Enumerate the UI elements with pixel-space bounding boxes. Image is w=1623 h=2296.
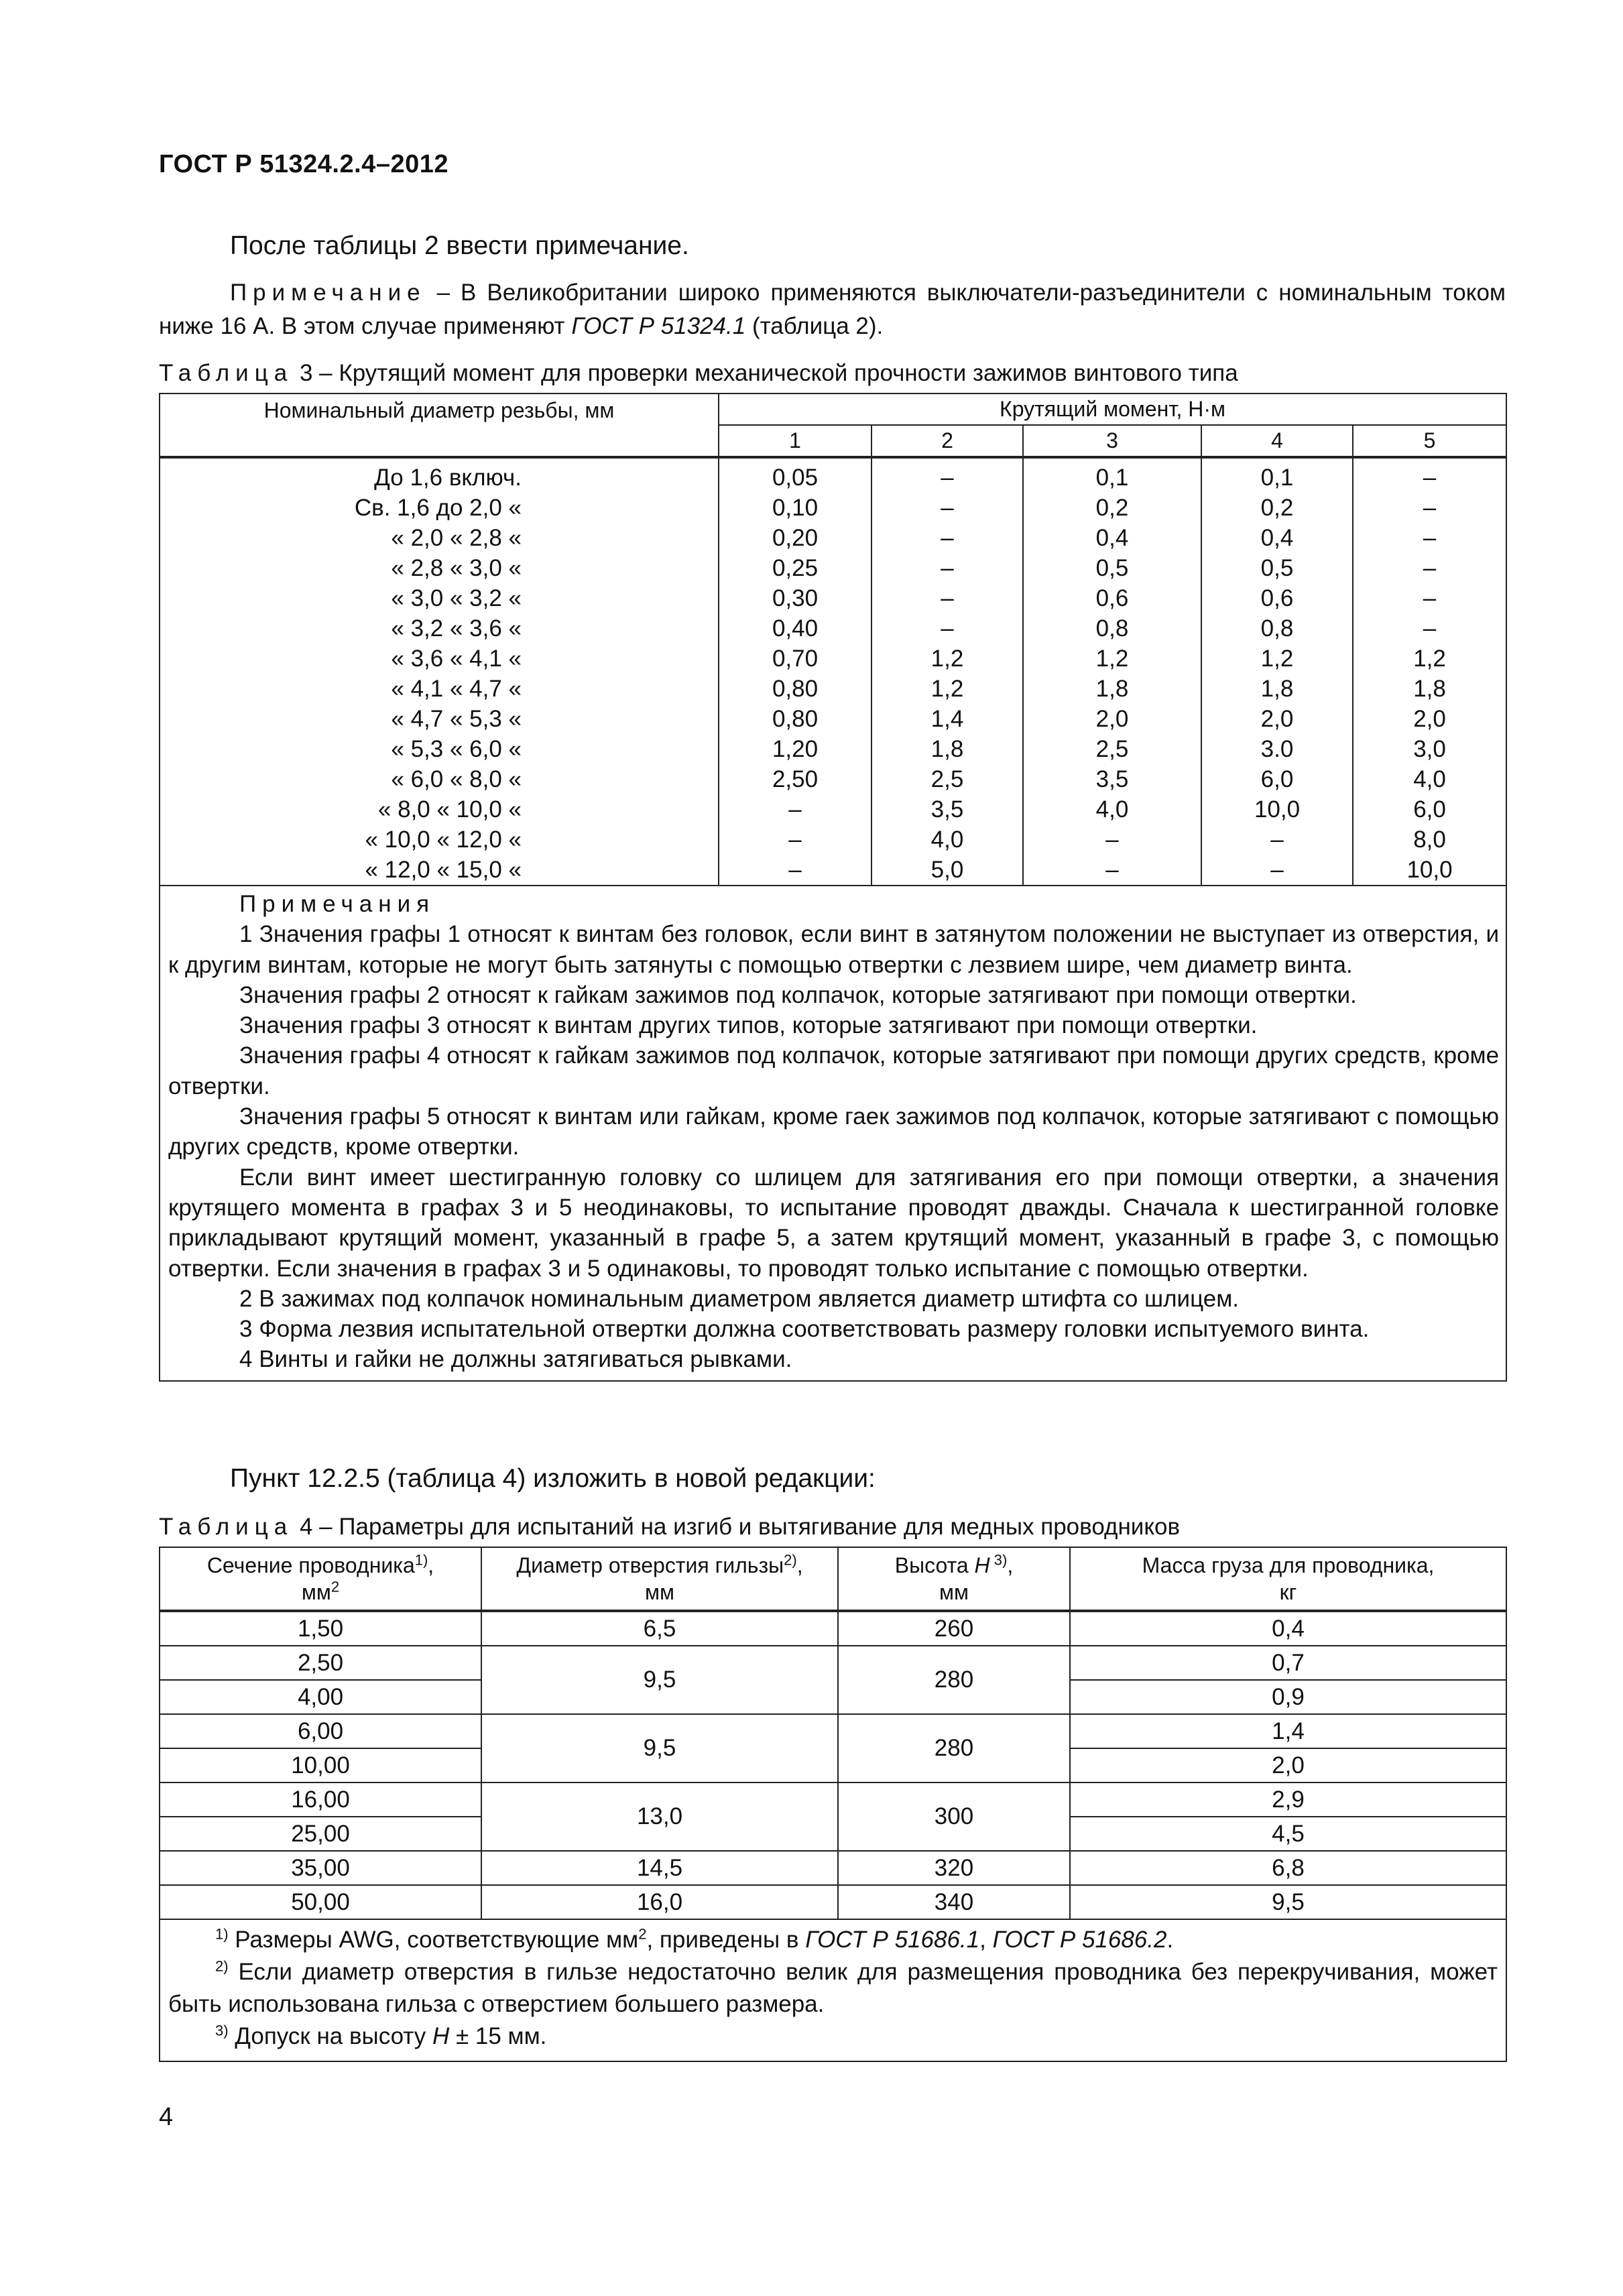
table3-row (160, 457, 1506, 493)
table3-row (160, 825, 1506, 855)
table3-cell-torque: – (1353, 457, 1506, 493)
table3-cell-torque: 0,2 (1201, 493, 1353, 523)
table3-cell-torque: 0,30 (719, 583, 871, 613)
table3-cell-diameter: « 6,0 « 8,0 « (160, 764, 719, 794)
table3-cell-torque: – (871, 613, 1023, 644)
table3-cell-torque: – (1353, 613, 1506, 644)
table3-cell-torque: 3.0 (1201, 734, 1353, 764)
note-reference: ГОСТ Р 51324.1 (571, 313, 746, 339)
table3-row (160, 674, 1506, 704)
table3-cell-torque: – (871, 457, 1023, 493)
table4-cell-diameter: 9,5 (481, 1646, 838, 1714)
table3-cell-torque: 1,20 (719, 734, 871, 764)
table3-cell-diameter: До 1,6 включ. (160, 457, 719, 493)
table3-cell-torque: 0,6 (1201, 583, 1353, 613)
table3-cell-torque: 0,70 (719, 644, 871, 674)
table3-cell-torque: 0,8 (1201, 613, 1353, 644)
table3-cell-torque: 0,80 (719, 704, 871, 734)
table3-group-header: Крутящий момент, Н·м (719, 394, 1506, 425)
table3-cell-torque: 0,05 (719, 457, 871, 493)
table3-cell-torque: 1,2 (1201, 644, 1353, 674)
table3-note: Если винт имеет шестигранную головку со шлицем для затягивания его при помощи отвертки, а значения крутящего момента в графах 3 и 5 неодинаковы, то испытание проводят дважды. Сначала к шестигранной головке прикладывают крутящий момент, указанный в графе 5, а затем крутящий момент, указанный в графе 3, с помощью отвертки. Если значения в графах 3 и 5 одинаковы, то проводят только испытание с помощью отвертки. (168, 1164, 1500, 1282)
table3-cell-torque: 0,1 (1023, 457, 1201, 493)
table4-cell-mass: 6,8 (1070, 1851, 1506, 1885)
table3-cell-torque: 1,8 (1023, 674, 1201, 704)
table3-row (160, 583, 1506, 613)
table3-cell-torque: 4,0 (1353, 764, 1506, 794)
table3-col0-header: Номинальный диаметр резьбы, мм (160, 394, 719, 457)
table4-cell-section: 1,50 (160, 1611, 481, 1646)
table3-cell-torque: 5,0 (871, 855, 1023, 886)
table4-cell-mass: 0,9 (1070, 1680, 1506, 1714)
table4-cell-section: 4,00 (160, 1680, 481, 1714)
table3-cell-diameter: « 5,3 « 6,0 « (160, 734, 719, 764)
table3-row (160, 523, 1506, 553)
torque-table (159, 393, 1507, 1382)
table3-cell-diameter: « 2,0 « 2,8 « (160, 523, 719, 553)
table4-cell-height: 340 (838, 1885, 1070, 1919)
table3-cell-diameter: « 8,0 « 10,0 « (160, 794, 719, 825)
table4-cell-section: 50,00 (160, 1885, 481, 1919)
table4-cell-mass: 2,9 (1070, 1783, 1506, 1817)
table3-col-number: 5 (1353, 425, 1506, 457)
table3-cell-torque: 1,8 (1201, 674, 1353, 704)
note-paragraph (159, 276, 1506, 343)
table3-cell-torque: 2,5 (1023, 734, 1201, 764)
table3-cell-torque: 2,0 (1201, 704, 1353, 734)
table3-caption (159, 360, 1238, 387)
table4-cell-mass: 4,5 (1070, 1817, 1506, 1851)
table3-cell-torque: 1,2 (1023, 644, 1201, 674)
amendment-instruction-2: Пункт 12.2.5 (таблица 4) изложить в новой редакции: (230, 1464, 876, 1493)
table3-cell-torque: 0,5 (1201, 553, 1353, 583)
table4-cell-section: 2,50 (160, 1646, 481, 1680)
table4-cell-mass: 1,4 (1070, 1714, 1506, 1748)
table3-row (160, 613, 1506, 644)
table4-cell-height: 280 (838, 1646, 1070, 1714)
table3-note: Значения графы 2 относят к гайкам зажимов под колпачок, которые затягивают при помощи отвертки. (239, 981, 1357, 1008)
table3-note: Значения графы 4 относят к гайкам зажимов под колпачок, которые затягивают при помощи других средств, кроме отвертки. (168, 1042, 1500, 1099)
table3-cell-torque: 0,4 (1201, 523, 1353, 553)
table3-cell-torque: 0,1 (1201, 457, 1353, 493)
table4-cell-height: 280 (838, 1714, 1070, 1783)
table3-cell-diameter: « 10,0 « 12,0 « (160, 825, 719, 855)
table3-cell-torque: 0,10 (719, 493, 871, 523)
table3-cell-torque: 2,50 (719, 764, 871, 794)
table3-cell-torque: 1,4 (871, 704, 1023, 734)
table3-cell-torque: – (1353, 493, 1506, 523)
table3-cell-torque: 3,0 (1353, 734, 1506, 764)
table3-cell-diameter: « 3,6 « 4,1 « (160, 644, 719, 674)
note-text-b: (таблица 2). (745, 313, 884, 339)
table3-cell-diameter: « 3,0 « 3,2 « (160, 583, 719, 613)
table3-cell-torque: 6,0 (1353, 794, 1506, 825)
table3-cell-torque: 0,2 (1023, 493, 1201, 523)
table3-row (160, 855, 1506, 886)
table3-row (160, 794, 1506, 825)
table4-cell-diameter: 13,0 (481, 1783, 838, 1851)
table4-cell-height: 260 (838, 1611, 1070, 1646)
table3-cell-torque: – (719, 825, 871, 855)
conductor-test-table (159, 1547, 1507, 2062)
table4-cell-section: 10,00 (160, 1748, 481, 1783)
table3-cell-torque: 1,2 (1353, 644, 1506, 674)
table3-cell-torque: 3,5 (871, 794, 1023, 825)
table3-cell-diameter: « 12,0 « 15,0 « (160, 855, 719, 886)
table4-cell-section: 6,00 (160, 1714, 481, 1748)
table4-caption (159, 1514, 1180, 1540)
table3-cell-torque: 4,0 (871, 825, 1023, 855)
table3-cell-torque: 0,25 (719, 553, 871, 583)
table3-notes (160, 886, 1506, 1381)
page-number: 4 (159, 2103, 174, 2131)
table3-note: Значения графы 5 относят к винтам или гайкам, кроме гаек зажимов под колпачок, которые затягивают с помощью других средств, кроме отвертки. (168, 1103, 1500, 1160)
table3-cell-torque: – (871, 523, 1023, 553)
table3-cell-torque: 1,8 (1353, 674, 1506, 704)
table3-cell-diameter: Св. 1,6 до 2,0 « (160, 493, 719, 523)
table3-cell-torque: 0,5 (1023, 553, 1201, 583)
table4-footnotes (160, 1919, 1506, 2061)
table3-cell-torque: – (1353, 583, 1506, 613)
table3-cell-torque: – (719, 855, 871, 886)
table3-cell-torque: – (1353, 523, 1506, 553)
table4-footnote-2: $^{2)}$ Если диаметр отверстия в гильзе недостаточно велик для размещения проводника без перекручивания, может быть использована гильза с отверстием большего размера. (168, 1957, 1498, 2017)
table4-cell-mass: 2,0 (1070, 1748, 1506, 1783)
table4-cell-section: 35,00 (160, 1851, 481, 1885)
table3-cell-torque: – (871, 583, 1023, 613)
table3-cell-torque: – (1201, 855, 1353, 886)
table3-note: Значения графы 3 относят к винтам других типов, которые затягивают при помощи отвертки. (239, 1012, 1258, 1039)
table3-cell-torque: 2,0 (1353, 704, 1506, 734)
table4-cell-diameter: 6,5 (481, 1611, 838, 1646)
table4-cell-mass: 9,5 (1070, 1885, 1506, 1919)
table4-header-mass: Масса груза для проводника, кг (1070, 1547, 1506, 1611)
table3-cell-torque: – (1353, 553, 1506, 583)
table4-caption-text: 4 – Параметры для испытаний на изгиб и вытягивание для медных проводников (293, 1514, 1181, 1540)
table3-cell-torque: 1,2 (871, 674, 1023, 704)
table3-cell-torque: 0,4 (1023, 523, 1201, 553)
table3-cell-torque: – (871, 553, 1023, 583)
table3-cell-torque: 1,8 (871, 734, 1023, 764)
table3-caption-label: Таблица (159, 360, 294, 386)
table4-cell-diameter: 9,5 (481, 1714, 838, 1783)
table3-note: 3 Форма лезвия испытательной отвертки должна соответствовать размеру головки испытуемого винта. (239, 1316, 1370, 1343)
table4-cell-mass: 0,7 (1070, 1646, 1506, 1680)
table4-header-section: Сечение проводника$^{1)}$, $мм^2$ (160, 1547, 481, 1611)
table3-note: 2 В зажимах под колпачок номинальным диаметром является диаметр штифта со шлицем. (239, 1285, 1239, 1312)
table3-cell-torque: 0,40 (719, 613, 871, 644)
table3-cell-torque: 3,5 (1023, 764, 1201, 794)
table3-notes-title: Примечания (239, 891, 436, 917)
table3-cell-torque: 10,0 (1353, 855, 1506, 886)
table4-cell-section: 16,00 (160, 1783, 481, 1817)
table3-cell-diameter: « 4,1 « 4,7 « (160, 674, 719, 704)
table4-cell-diameter: 14,5 (481, 1851, 838, 1885)
table3-cell-torque: 6,0 (1201, 764, 1353, 794)
document-header: ГОСТ Р 51324.2.4–2012 (159, 150, 448, 178)
table3-row (160, 553, 1506, 583)
table3-note: 1 Значения графы 1 относят к винтам без головок, если винт в затянутом положении не выступает из отверстия, и к другим винтам, которые не могут быть затянуты с помощью отвертки с лезвием шире, чем диаметр винта. (168, 921, 1500, 978)
table4-footnote-1: $^{1)}$ Размеры AWG, соответствующие $мм^2$, приведены в ГОСТ Р 51686.1, ГОСТ Р 51686.2. (215, 1925, 1174, 1953)
table4-cell-diameter: 16,0 (481, 1885, 838, 1919)
table3-cell-torque: – (719, 794, 871, 825)
table3-cell-torque: – (871, 493, 1023, 523)
note-label: Примечание (230, 280, 426, 306)
table3-col-number: 2 (871, 425, 1023, 457)
table3-cell-torque: – (1201, 825, 1353, 855)
table3-cell-diameter: « 4,7 « 5,3 « (160, 704, 719, 734)
table4-footnote-3: $^{3)}$ Допуск на высоту H ± 15 мм. (215, 2022, 547, 2049)
table3-cell-torque: – (1023, 825, 1201, 855)
table3-cell-diameter: « 2,8 « 3,0 « (160, 553, 719, 583)
table3-col-number: 4 (1201, 425, 1353, 457)
table3-col-number: 3 (1023, 425, 1201, 457)
table3-row (160, 704, 1506, 734)
table4-caption-label: Таблица (159, 1514, 294, 1540)
table3-cell-torque: 0,80 (719, 674, 871, 704)
table3-cell-torque: 2,5 (871, 764, 1023, 794)
table3-cell-torque: 1,2 (871, 644, 1023, 674)
table4-header-diameter: Диаметр отверстия гильзы$^{2)}$, мм (481, 1547, 838, 1611)
table3-note: 4 Винты и гайки не должны затягиваться рывками. (239, 1346, 792, 1373)
table3-cell-diameter: « 3,2 « 3,6 « (160, 613, 719, 644)
note-text-a: – В Великобритании широко применяются выключатели-разъединители с номинальным током ниже 16 А. В этом случае применяют (159, 280, 1506, 339)
table4-cell-height: 300 (838, 1783, 1070, 1851)
table3-row (160, 644, 1506, 674)
table3-cell-torque: – (1023, 855, 1201, 886)
table3-caption-text: 3 – Крутящий момент для проверки механической прочности зажимов винтового типа (293, 360, 1238, 386)
table3-row (160, 734, 1506, 764)
table3-cell-torque: 0,8 (1023, 613, 1201, 644)
table4-cell-height: 320 (838, 1851, 1070, 1885)
table3-cell-torque: 2,0 (1023, 704, 1201, 734)
table4-cell-section: 25,00 (160, 1817, 481, 1851)
table3-row (160, 764, 1506, 794)
table4-cell-mass: 0,4 (1070, 1611, 1506, 1646)
table3-cell-torque: 0,20 (719, 523, 871, 553)
table3-cell-torque: 10,0 (1201, 794, 1353, 825)
table3-cell-torque: 8,0 (1353, 825, 1506, 855)
table3-cell-torque: 4,0 (1023, 794, 1201, 825)
table3-row (160, 493, 1506, 523)
amendment-instruction-1: После таблицы 2 ввести примечание. (230, 231, 689, 260)
table3-cell-torque: 0,6 (1023, 583, 1201, 613)
table4-header-height: Высота H $^{3)}$, мм (838, 1547, 1070, 1611)
table3-col-number: 1 (719, 425, 871, 457)
